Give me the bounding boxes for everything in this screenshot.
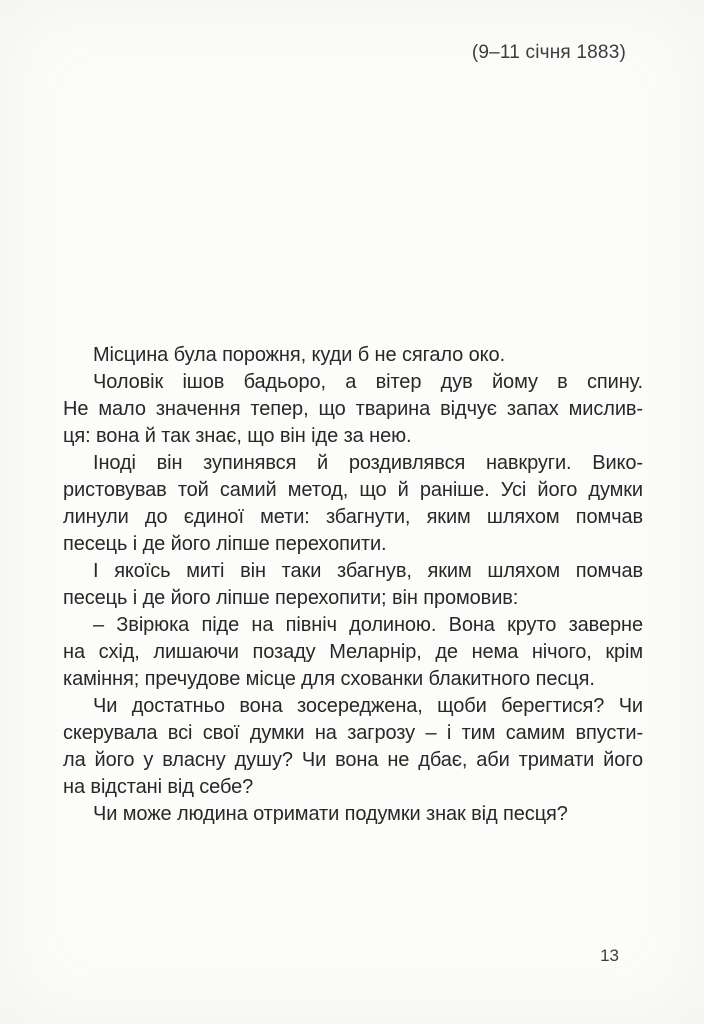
paragraph <box>63 342 643 369</box>
paragraph <box>63 612 643 693</box>
paragraph <box>63 693 643 801</box>
text-line: Чи достатньо вона зосереджена, щоби берегтися? Чи <box>93 695 643 717</box>
text-line: ристовував той самий метод, що й раніше. Усі його думки <box>63 479 643 501</box>
text-line: ця: вона й так знає, що він іде за нею. <box>63 425 412 447</box>
text-line: песець і де його ліпше перехопити; він промовив: <box>63 587 519 609</box>
text-line: Не мало значення тепер, що тварина відчує запах мислив- <box>63 398 643 420</box>
text-line: линули до єдиної мети: збагнути, яким шляхом помчав <box>63 506 643 528</box>
chapter-date-header: (9–11 січня 1883) <box>471 42 626 63</box>
text-line: на відстані від себе? <box>63 776 254 798</box>
page-number: 13 <box>600 946 619 965</box>
body-text <box>63 342 643 828</box>
text-line: Місцина була порожня, куди б не сягало око. <box>93 344 506 366</box>
text-line: каміння; пречудове місце для схованки блакитного песця. <box>63 668 595 690</box>
text-line: Чи може людина отримати подумки знак від песця? <box>93 803 568 825</box>
text-line: ла його у власну душу? Чи вона не дбає, аби тримати його <box>63 749 643 771</box>
paragraph <box>63 369 643 450</box>
text-line: песець і де його ліпше перехопити. <box>63 533 387 555</box>
text-line: на схід, лишаючи позаду Меларнір, де нема нічого, крім <box>63 641 643 663</box>
paragraph <box>63 801 643 828</box>
text-line: І якоїсь миті він таки збагнув, яким шляхом помчав <box>93 560 643 582</box>
text-line: Чоловік ішов бадьоро, а вітер дув йому в спину. <box>93 371 643 393</box>
text-line: Іноді він зупинявся й роздивлявся навкруги. Вико- <box>93 452 643 474</box>
paragraph <box>63 450 643 558</box>
paragraph <box>63 558 643 612</box>
text-line: – Звірюка піде на північ долиною. Вона круто заверне <box>93 614 643 636</box>
text-line: скерувала всі свої думки на загрозу – і тим самим впусти- <box>63 722 643 744</box>
